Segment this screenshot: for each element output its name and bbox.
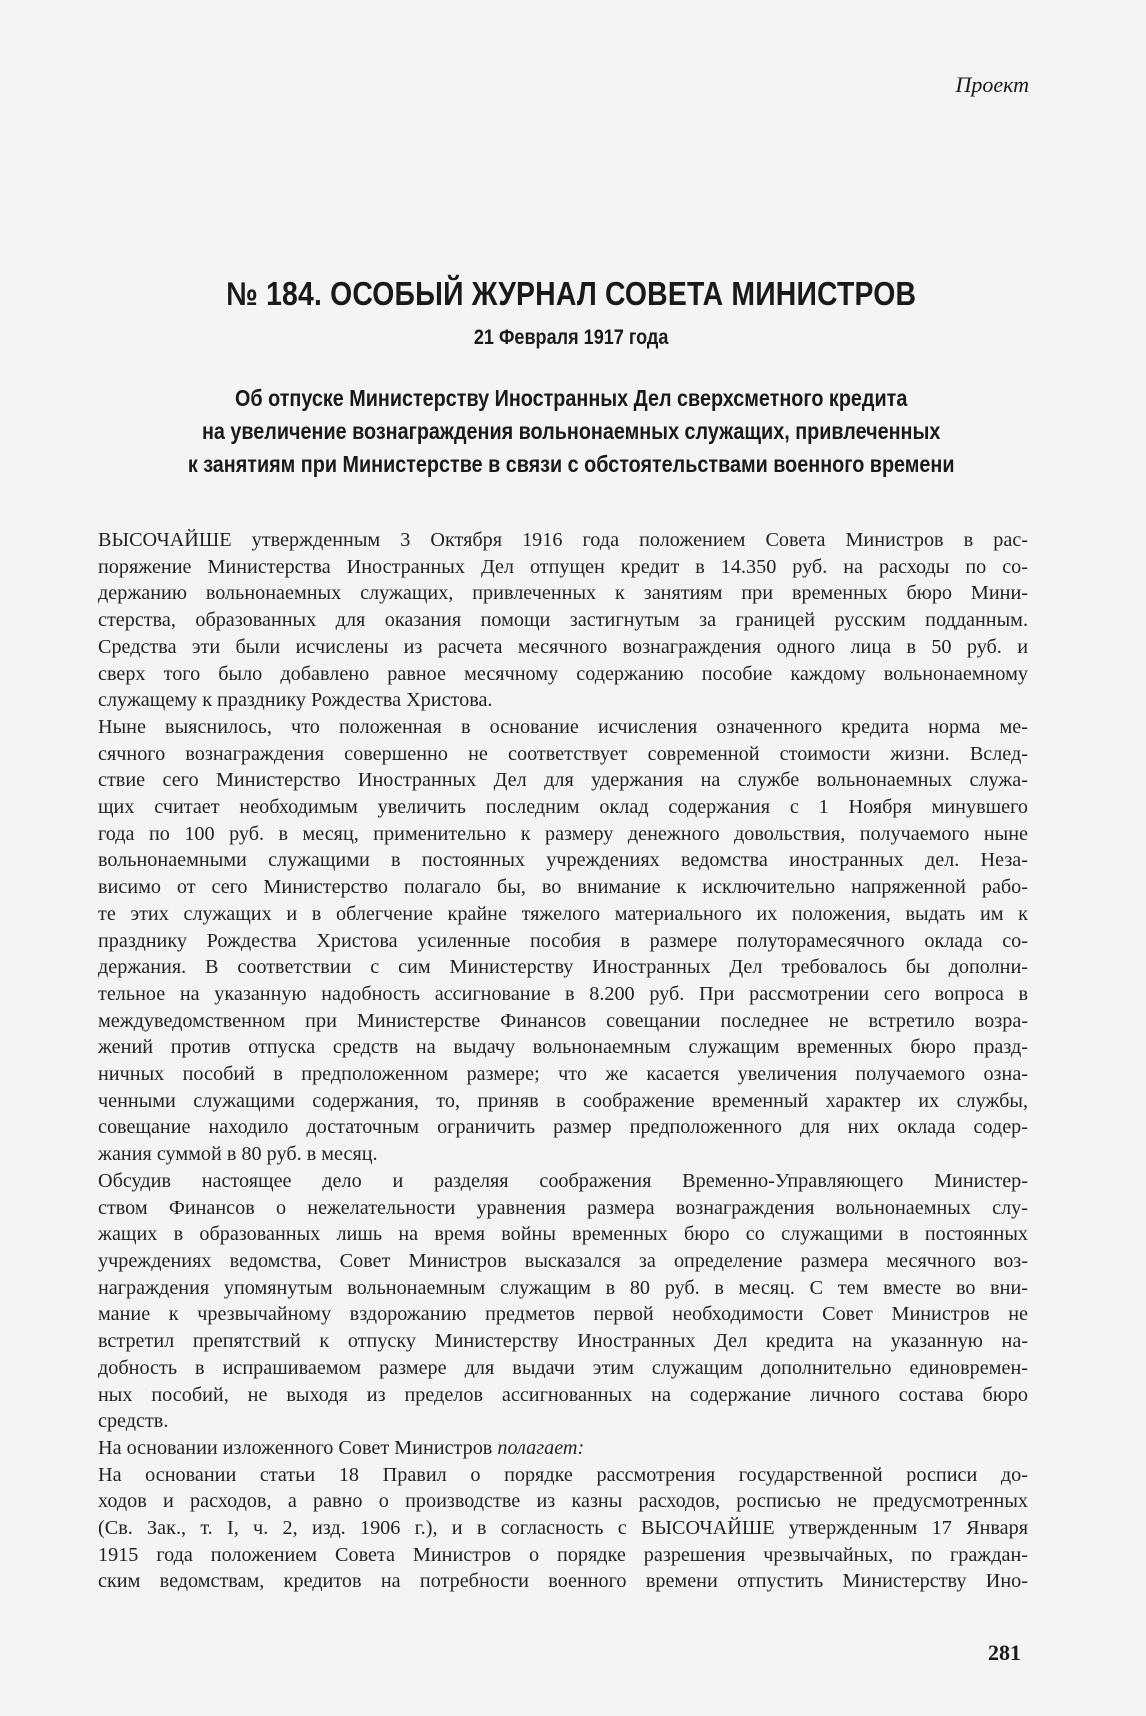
- text-line: висимо от сего Министерство полагало бы, во внимание к исключительно напряженной рабо-: [98, 876, 1028, 899]
- text-line: междуведомственном при Министерстве Финансов совещании последнее не встретило возра-: [98, 1009, 1028, 1032]
- paragraph-3: [98, 1168, 1028, 1435]
- text-line: служащему к празднику Рождества Христова.: [98, 689, 493, 712]
- text-line: те этих служащих и в облегчение крайне тяжелого материального их положения, выдать им к: [98, 902, 1028, 925]
- text-line: Средства эти были исчислены из расчета месячного вознаграждения одного лица в 50 руб. и: [98, 635, 1028, 658]
- text-line: жащих в образованных лишь на время войны временных бюро со служащими в постоянных: [98, 1223, 1028, 1246]
- text-line: награждения упомянутым вольнонаемным служащим в 80 руб. в месяц. С тем вместе во вни-: [98, 1276, 1028, 1299]
- paragraph-final: [98, 1462, 1028, 1596]
- text-line: (Св. Зак., т. I, ч. 2, изд. 1906 г.), и в согласность с ВЫСОЧАЙШЕ утвержденным 17 Января: [98, 1517, 1028, 1540]
- subject-line: Об отпуске Министерству Иностранных Дел сверхсметного кредита: [235, 385, 908, 411]
- text-line: учреждениях ведомства, Совет Министров высказался за определение размера месячного воз-: [98, 1249, 1028, 1272]
- text-line: ВЫСОЧАЙШЕ утвержденным 3 Октября 1916 года положением Совета Министров в рас-: [98, 529, 1028, 551]
- text-line: ским ведомствам, кредитов на потребности военного времени отпустить Министерству Ино-: [98, 1570, 1028, 1593]
- text-line: Ныне выяснилось, что положенная в основание исчисления означенного кредита норма ме-: [98, 715, 1028, 738]
- text-line: ных пособий, не выходя из пределов ассигнованных на содержание личного состава бюро: [98, 1383, 1028, 1406]
- text-line: держания. В соответствии с сим Министерству Иностранных Дел требовалось бы дополни-: [98, 956, 1028, 979]
- subject-line: на увеличение вознаграждения вольнонаемных служащих, привлеченных: [201, 418, 941, 444]
- text-line: держанию вольнонаемных служащих, привлеченных к занятиям при временных бюро Мини-: [98, 582, 1028, 605]
- text-line: празднику Рождества Христова усиленные пособия в размере полуторамесячного оклада со-: [98, 929, 1028, 952]
- text-line: ством Финансов о нежелательности уравнения размера вознаграждения вольнонаемных слу-: [98, 1196, 1028, 1219]
- text-line: На основании статьи 18 Правил о порядке рассмотрения государственной росписи до-: [98, 1463, 1028, 1486]
- document-subject: [78, 382, 1064, 481]
- text-line: поряжение Министерства Иностранных Дел отпущен кредит в 14.350 руб. на расходы по со-: [98, 555, 1028, 578]
- text-line: Обсудив настоящее дело и разделяя соображения Временно-Управляющего Министер-: [98, 1169, 1028, 1192]
- text-line: года по 100 руб. в месяц, применительно к размеру денежного довольствия, получаемого ныне: [98, 822, 1028, 845]
- resolution-line: [98, 1435, 1028, 1462]
- text-line: 1915 года положением Совета Министров о порядке разрешения чрезвычайных, по граждан-: [98, 1543, 1028, 1566]
- text-line: жений против отпуска средств на выдачу вольнонаемным служащим временных бюро празд-: [98, 1036, 1028, 1059]
- draft-label: Проект: [955, 72, 1029, 97]
- text-line: сверх того было добавлено равное месячному содержанию пособие каждому вольнонаемному: [98, 662, 1028, 685]
- paragraph-2: [98, 714, 1028, 1168]
- text-line: совещание находило достаточным ограничить размер предположенного для них оклада содер-: [98, 1116, 1028, 1139]
- text-line: стерства, образованных для оказания помощи застигнутым за границей русским подданным.: [98, 609, 1028, 632]
- document-date: 21 Февраля 1917 года: [473, 326, 669, 349]
- resolution-emphasis: полагает:: [497, 1436, 585, 1459]
- text-line: тельное на указанную надобность ассигнование в 8.200 руб. При рассмотрении сего вопроса в: [98, 982, 1028, 1005]
- text-line: встретил препятствий к отпуску Министерству Иностранных Дел кредита на указанную на-: [98, 1330, 1028, 1353]
- text-line: ствие сего Министерство Иностранных Дел для удержания на службе вольнонаемных служа-: [98, 769, 1028, 792]
- text-line: сячного вознаграждения совершенно не соответствует современной стоимости жизни. Вслед-: [98, 742, 1028, 765]
- document-body: [98, 527, 1028, 1595]
- text-line: жания суммой в 80 руб. в месяц.: [98, 1143, 378, 1166]
- paragraph-1: [98, 527, 1028, 714]
- text-line: вольнонаемными служащими в постоянных учреждениях ведомства иностранных дел. Неза-: [98, 849, 1028, 872]
- text-line: средств.: [98, 1410, 169, 1433]
- subject-line: к занятиям при Министерстве в связи с обстоятельствами военного времени: [187, 451, 955, 477]
- document-title: № 184. ОСОБЫЙ ЖУРНАЛ СОВЕТА МИНИСТРОВ: [226, 275, 917, 312]
- resolution-prefix: На основании изложенного Совет Министров: [98, 1436, 498, 1459]
- text-line: добность в испрашиваемом размере для выдачи этим служащим дополнительно единовремен-: [98, 1356, 1028, 1379]
- text-line: щих считает необходимым увеличить последним оклад содержания с 1 Ноября минувшего: [98, 796, 1028, 819]
- text-line: ничных пособий в предположенном размере; что же касается увеличения получаемого озна-: [98, 1063, 1028, 1086]
- text-line: мание к чрезвычайному вздорожанию предметов первой необходимости Совет Министров не: [98, 1303, 1028, 1326]
- text-line: ченными служащими содержания, то, приняв в соображение временный характер их службы,: [98, 1089, 1028, 1112]
- page-number: 281: [988, 1640, 1021, 1665]
- text-line: [98, 1435, 1028, 1462]
- text-line: ходов и расходов, а равно о производстве из казны расходов, росписью не предусмотренных: [98, 1490, 1028, 1513]
